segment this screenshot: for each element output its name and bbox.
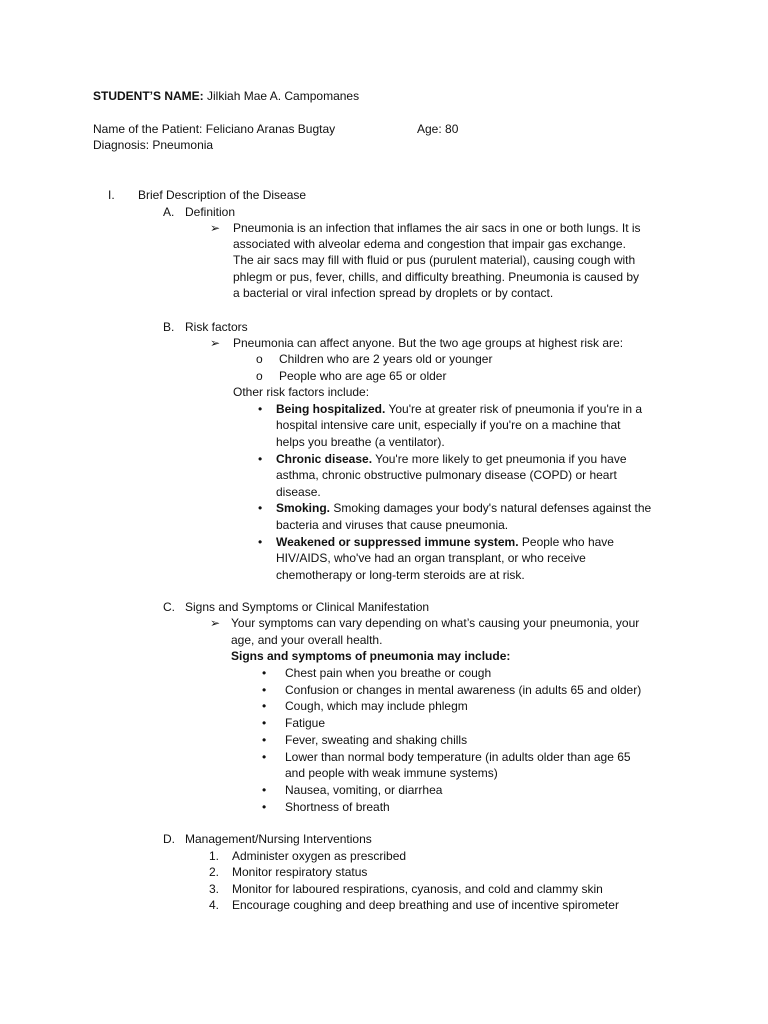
age-group-item: People who are age 65 or older: [279, 369, 447, 383]
definition-line: phlegm or pus, fever, chills, and difficulty breathing. Pneumonia is caused by: [233, 270, 640, 284]
age-label: Age:: [417, 122, 442, 136]
diagnosis-label: Diagnosis:: [93, 138, 150, 152]
dot-bullet-icon: •: [258, 501, 263, 515]
section-c-letter: C.: [163, 600, 175, 614]
age-group-item: Children who are 2 years old or younger: [279, 352, 493, 366]
risk-factor-text: People who have: [521, 535, 614, 549]
arrow-bullet-icon: ➢: [210, 616, 221, 630]
risk-factor-line: HIV/AIDS, who've had an organ transplant, or who receive: [276, 551, 586, 565]
arrow-bullet-icon: ➢: [210, 336, 221, 350]
risk-factor-line: disease.: [276, 485, 321, 499]
diagnosis-value: Pneumonia: [152, 138, 214, 152]
student-name-label: STUDENT’S NAME:: [93, 89, 204, 103]
other-risk-intro: Other risk factors include:: [233, 385, 370, 399]
intervention-number: 2.: [209, 865, 220, 879]
intervention-item: Administer oxygen as prescribed: [232, 849, 407, 863]
student-name-row: [93, 88, 359, 104]
intervention-number: 4.: [209, 898, 220, 912]
diagnosis-row: [93, 137, 213, 153]
symptoms-intro-line: Your symptoms can vary depending on what’s causing your pneumonia, your: [231, 616, 640, 630]
definition-line: Pneumonia is an infection that inflames the air sacs in one or both lungs. It is: [233, 221, 641, 235]
risk-factor-line: [276, 534, 614, 550]
symptom-item: Confusion or changes in mental awareness (in adults 65 and older): [285, 683, 642, 697]
circle-bullet-icon: o: [256, 352, 263, 366]
symptoms-subheading: Signs and symptoms of pneumonia may include:: [231, 649, 511, 663]
intervention-item: Monitor for laboured respirations, cyanosis, and cold and clammy skin: [232, 882, 603, 896]
arrow-bullet-icon: ➢: [210, 221, 221, 235]
age-row: [417, 121, 458, 137]
symptom-item: Cough, which may include phlegm: [285, 699, 468, 713]
risk-factor-line: [276, 500, 651, 516]
dot-bullet-icon: •: [258, 452, 263, 466]
dot-bullet-icon: •: [262, 733, 267, 747]
definition-line: The air sacs may fill with fluid or pus (purulent material), causing cough with: [233, 253, 636, 267]
risk-intro: Pneumonia can affect anyone. But the two age groups at highest risk are:: [233, 336, 624, 350]
definition-line: associated with alveolar edema and congestion that impair gas exchange.: [233, 237, 626, 251]
dot-bullet-icon: •: [262, 750, 267, 764]
risk-factor-line: [276, 401, 642, 417]
risk-factor-lead: Chronic disease.: [276, 452, 373, 466]
risk-factor-lead: Being hospitalized.: [276, 402, 386, 416]
intervention-item: Encourage coughing and deep breathing and use of incentive spirometer: [232, 898, 619, 912]
dot-bullet-icon: •: [262, 683, 267, 697]
symptom-item: Shortness of breath: [285, 800, 390, 814]
symptom-item: Nausea, vomiting, or diarrhea: [285, 783, 443, 797]
section-d-title: Management/Nursing Interventions: [185, 832, 372, 846]
patient-name-label: Name of the Patient:: [93, 122, 203, 136]
section-i-title: Brief Description of the Disease: [138, 188, 307, 202]
dot-bullet-icon: •: [262, 783, 267, 797]
risk-factor-lead: Weakened or suppressed immune system.: [276, 535, 519, 549]
section-a-title: Definition: [185, 205, 236, 219]
symptom-item: Fever, sweating and shaking chills: [285, 733, 468, 747]
age-value: 80: [445, 122, 459, 136]
symptoms-intro-line: age, and your overall health.: [231, 633, 383, 647]
risk-factor-line: chemotherapy or long-term steroids are at risk.: [276, 568, 525, 582]
dot-bullet-icon: •: [262, 699, 267, 713]
risk-factor-lead: Smoking.: [276, 501, 331, 515]
symptom-item: and people with weak immune systems): [285, 766, 498, 780]
dot-bullet-icon: •: [258, 535, 263, 549]
section-b-letter: B.: [163, 320, 175, 334]
symptom-item: Chest pain when you breathe or cough: [285, 666, 492, 680]
risk-factor-line: [276, 451, 627, 467]
intervention-number: 3.: [209, 882, 220, 896]
risk-factor-line: asthma, chronic obstructive pulmonary disease (COPD) or heart: [276, 468, 617, 482]
risk-factor-text: Smoking damages your body's natural defenses against the: [333, 501, 652, 515]
patient-name-value: Feliciano Aranas Bugtay: [205, 122, 336, 136]
risk-factor-text: You're at greater risk of pneumonia if you're in a: [388, 402, 643, 416]
intervention-item: Monitor respiratory status: [232, 865, 368, 879]
circle-bullet-icon: o: [256, 369, 263, 383]
symptom-item: Lower than normal body temperature (in adults older than age 65: [285, 750, 631, 764]
dot-bullet-icon: •: [258, 402, 263, 416]
risk-factor-text: You're more likely to get pneumonia if you have: [375, 452, 627, 466]
symptom-item: Fatigue: [285, 716, 326, 730]
risk-factor-line: helps you breathe (a ventilator).: [276, 435, 445, 449]
section-a-letter: A.: [163, 205, 175, 219]
student-name-value: Jilkiah Mae A. Campomanes: [207, 89, 360, 103]
dot-bullet-icon: •: [262, 716, 267, 730]
risk-factor-line: bacteria and viruses that cause pneumonia.: [276, 518, 509, 532]
section-b-title: Risk factors: [185, 320, 248, 334]
dot-bullet-icon: •: [262, 666, 267, 680]
section-c-title: Signs and Symptoms or Clinical Manifestation: [185, 600, 430, 614]
intervention-number: 1.: [209, 849, 220, 863]
dot-bullet-icon: •: [262, 800, 267, 814]
risk-factor-line: hospital intensive care unit, especially if you're on a machine that: [276, 418, 621, 432]
section-i-numeral: I.: [108, 188, 115, 202]
patient-name-row: [93, 121, 335, 137]
definition-line: a bacterial or viral infection spread by droplets or by contact.: [233, 286, 554, 300]
section-d-letter: D.: [163, 832, 175, 846]
